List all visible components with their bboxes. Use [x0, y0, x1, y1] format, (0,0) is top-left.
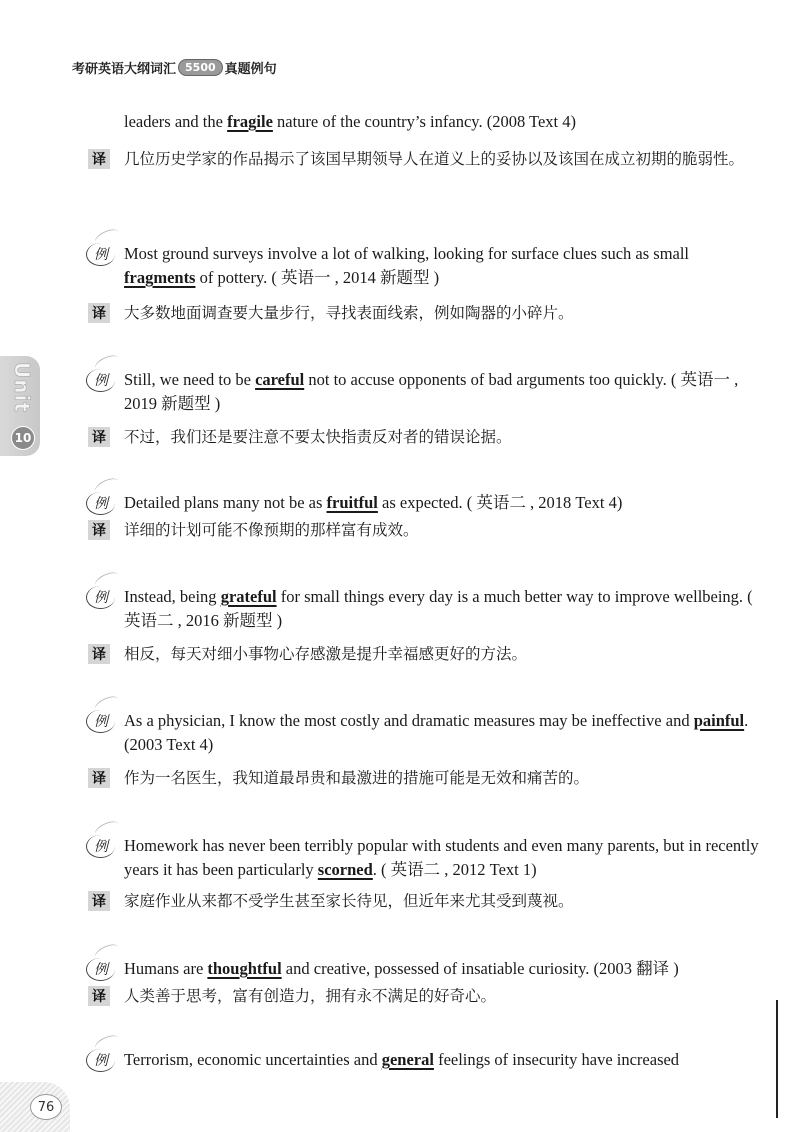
vocab-keyword: careful	[255, 370, 305, 389]
translation-marker: 译	[88, 768, 110, 788]
example-sentence	[124, 709, 764, 757]
example-sentence	[124, 957, 764, 981]
example-marker-glyph: 例	[86, 958, 115, 981]
translation-marker: 译	[88, 149, 110, 169]
vocab-keyword: scorned	[317, 860, 373, 879]
sentence-text: Most ground surveys involve a lot of walking, looking for surface clues such as small	[124, 244, 690, 263]
translation-text: 不过，我们还是要注意不要太快指责反对者的错误论据。	[124, 428, 512, 446]
example-sentence	[124, 1048, 764, 1072]
example-marker	[86, 958, 116, 980]
example-marker-glyph: 例	[86, 369, 115, 392]
translation-text: 大多数地面调查要大量步行，寻找表面线索，例如陶器的小碎片。	[124, 304, 574, 322]
header-suffix: 真题例句	[224, 62, 277, 77]
translation-marker: 译	[88, 986, 110, 1006]
example-marker-glyph: 例	[86, 710, 115, 733]
example-marker-glyph: 例	[86, 243, 115, 266]
sentence-text: Detailed plans many not be as	[124, 493, 327, 512]
vocab-keyword: general	[381, 1050, 434, 1069]
translation-text: 作为一名医生，我知道最昂贵和最激进的措施可能是无效和痛苦的。	[124, 769, 590, 787]
sentence-text: not to accuse opponents of bad arguments too quickly. ( 英语一 , 2019 新题型 )	[124, 370, 739, 413]
sentence-text: Instead, being	[124, 587, 221, 606]
translation-marker: 译	[88, 303, 110, 323]
example-marker	[86, 369, 116, 391]
example-marker-glyph: 例	[86, 492, 115, 515]
running-header	[72, 58, 277, 77]
sentence-text: feelings of insecurity have increased	[433, 1050, 680, 1069]
sentence-text: . (2003 Text 4)	[124, 711, 749, 754]
header-badge: 5500	[178, 59, 223, 76]
example-marker	[86, 835, 116, 857]
vocab-keyword: thoughtful	[207, 959, 282, 978]
translation-text: 相反，每天对细小事物心存感激是提升幸福感更好的方法。	[124, 645, 528, 663]
sentence-text: for small things every day is a much better way to improve wellbeing. ( 英语二 , 2016 新题型 )	[124, 587, 753, 630]
sentence-text: Humans are	[124, 959, 208, 978]
vocab-keyword: painful	[693, 711, 745, 730]
translation-marker: 译	[88, 520, 110, 540]
unit-tab	[0, 356, 40, 456]
sentence-text: As a physician, I know the most costly and dramatic measures may be ineffective and	[124, 711, 694, 730]
scan-edge-line	[776, 1000, 778, 1118]
page-number-tab	[0, 1082, 70, 1132]
example-marker-glyph: 例	[86, 586, 115, 609]
translation-text: 详细的计划可能不像预期的那样富有成效。	[124, 521, 419, 539]
translation-text: 家庭作业从来都不受学生甚至家长待见，但近年来尤其受到蔑视。	[124, 892, 574, 910]
example-marker-glyph: 例	[86, 1049, 115, 1072]
sentence-text: leaders and the	[124, 112, 228, 131]
example-sentence	[124, 491, 764, 515]
translation-marker: 译	[88, 427, 110, 447]
vocab-keyword: fragile	[227, 112, 273, 131]
translation-text: 人类善于思考，富有创造力，拥有永不满足的好奇心。	[124, 987, 497, 1005]
translation-marker: 译	[88, 891, 110, 911]
unit-word: Unit	[10, 362, 34, 413]
translation-marker: 译	[88, 644, 110, 664]
example-sentence	[124, 110, 764, 134]
sentence-text: Terrorism, economic uncertainties and	[124, 1050, 382, 1069]
example-marker	[86, 710, 116, 732]
example-sentence	[124, 585, 764, 633]
sentence-text: Still, we need to be	[124, 370, 256, 389]
header-prefix: 考研英语大纲词汇	[72, 62, 177, 77]
example-marker-glyph: 例	[86, 835, 115, 858]
sentence-text: as expected. ( 英语二 , 2018 Text 4)	[377, 493, 623, 512]
sentence-text: nature of the country’s infancy. (2008 Text 4)	[272, 112, 576, 131]
example-marker	[86, 1049, 116, 1071]
example-marker	[86, 492, 116, 514]
sentence-text: of pottery. ( 英语一 , 2014 新题型 )	[195, 268, 440, 287]
page-number: 76	[30, 1094, 62, 1120]
vocab-keyword: fruitful	[326, 493, 378, 512]
example-marker	[86, 586, 116, 608]
sentence-text: Homework has never been terribly popular with students and even many parents, but in recently years it has been particularly	[124, 836, 759, 879]
example-sentence	[124, 368, 764, 416]
sentence-text: and creative, possessed of insatiable curiosity. (2003 翻译 )	[281, 959, 679, 978]
vocab-keyword: fragments	[124, 268, 196, 287]
vocab-keyword: grateful	[220, 587, 277, 606]
translation-text: 几位历史学家的作品揭示了该国早期领导人在道义上的妥协以及该国在成立初期的脆弱性。	[124, 150, 745, 168]
unit-number-badge: 10	[11, 426, 35, 450]
sentence-text: . ( 英语二 , 2012 Text 1)	[372, 860, 537, 879]
example-sentence	[124, 834, 764, 882]
example-marker	[86, 243, 116, 265]
example-sentence	[124, 242, 764, 290]
